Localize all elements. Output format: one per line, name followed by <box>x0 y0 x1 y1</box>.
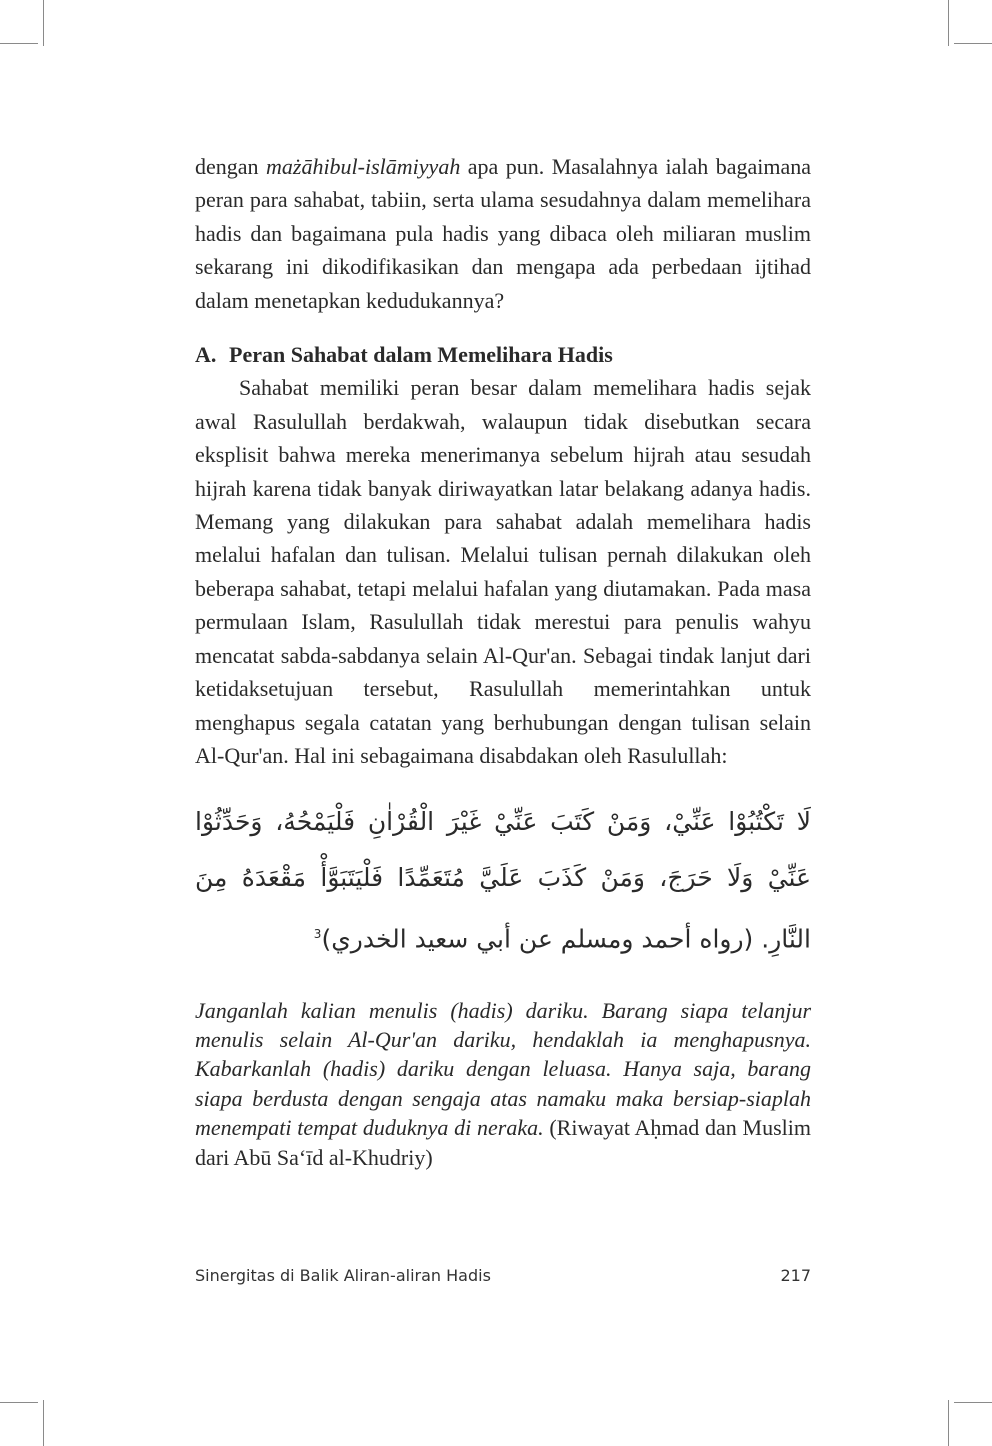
page-footer <box>195 1266 811 1285</box>
intro-text-end: apa pun. Masalahnya ialah bagaimana peran para sahabat, tabiin, serta ulama sesudahnya dalam memelihara hadis dan bagaimana pula hadis yang dibaca oleh miliaran muslim sekarang ini dikodifikasikan dan mengapa ada perbedaan ijtihad dalam menetapkan kedudukannya? <box>195 154 811 313</box>
crop-mark-bottom-right-vertical <box>948 1400 949 1446</box>
page-content <box>195 150 811 1172</box>
section-heading <box>195 338 811 371</box>
crop-mark-top-left-horizontal <box>0 43 38 44</box>
intro-text-start: dengan <box>195 154 266 179</box>
intro-paragraph <box>195 150 811 317</box>
intro-italic-term: mażāhibul-islāmiyyah <box>266 154 461 179</box>
crop-mark-bottom-left-horizontal <box>0 1402 38 1403</box>
footnote-marker: 3 <box>313 927 322 942</box>
running-title: Sinergitas di Balik Aliran-aliran Hadis <box>195 1266 491 1285</box>
body-paragraph: Sahabat memiliki peran besar dalam memelihara hadis sejak awal Rasulullah berdakwah, walaupun tidak disebutkan secara eksplisit bahwa mereka menerimanya sebelum hijrah atau sesudah hijrah karena tidak banyak diriwayatkan latar belakang adanya hadis. Memang yang dilakukan para sahabat adalah memelihara hadis melalui hafalan dan tulisan. Melalui tulisan pernah dilakukan oleh beberapa sahabat, tetapi melalui hafalan yang diutamakan. Pada masa permulaan Islam, Rasulullah tidak merestui para penulis wahyu mencatat sabda-sabdanya selain Al-Qur'an. Sebagai tindak lanjut dari ketidaksetujuan tersebut, Rasulullah memerintahkan untuk menghapus segala catatan yang berhubungan dengan tulisan selain Al-Qur'an. Hal ini sebagaimana disabdakan oleh Rasulullah: <box>195 375 811 768</box>
section-title: Peran Sahabat dalam Memelihara Hadis <box>229 342 613 368</box>
crop-mark-top-right-horizontal <box>954 43 992 44</box>
page-number: 217 <box>780 1266 811 1285</box>
hadith-translation <box>195 996 811 1172</box>
arabic-hadith-text: لَا تَكْتُبُوْا عَنِّيْ، وَمَنْ كَتَبَ عَنِّيْ غَيْرَ الْقُرْاٰنِ فَلْيَمْحُهُ، وَحَدِّثُوْا عَنِّيْ وَلَا حَرَجَ، وَمَنْ كَذَبَ عَلَيَّ مُتَعَمِّدًا فَلْيَتَبَوَّأْ مَقْعَدَهُ مِنَ النَّارِ. (رواه أحمد ومسلم عن أبي سعيد الخدري) <box>195 807 811 954</box>
section-number: A. <box>195 342 217 368</box>
crop-mark-bottom-right-horizontal <box>954 1402 992 1403</box>
crop-mark-bottom-left-vertical <box>43 1400 44 1446</box>
arabic-hadith <box>195 794 811 967</box>
translation-italic: Janganlah kalian menulis (hadis) dariku. Barang siapa telanjur menulis selain Al-Qur'an dariku, hendaklah ia menghapusnya. Kabarkanlah (hadis) dariku dengan leluasa. Hanya saja, barang siapa berdusta dengan sengaja atas namaku maka bersiap-siaplah menempati tempat duduknya di neraka. <box>195 997 811 1141</box>
crop-mark-top-left-vertical <box>43 0 44 46</box>
translation-source: (Riwayat Aḥmad dan Muslim dari Abū Sa‘īd al-Khudriy) <box>195 1115 811 1170</box>
crop-mark-top-right-vertical <box>948 0 949 46</box>
